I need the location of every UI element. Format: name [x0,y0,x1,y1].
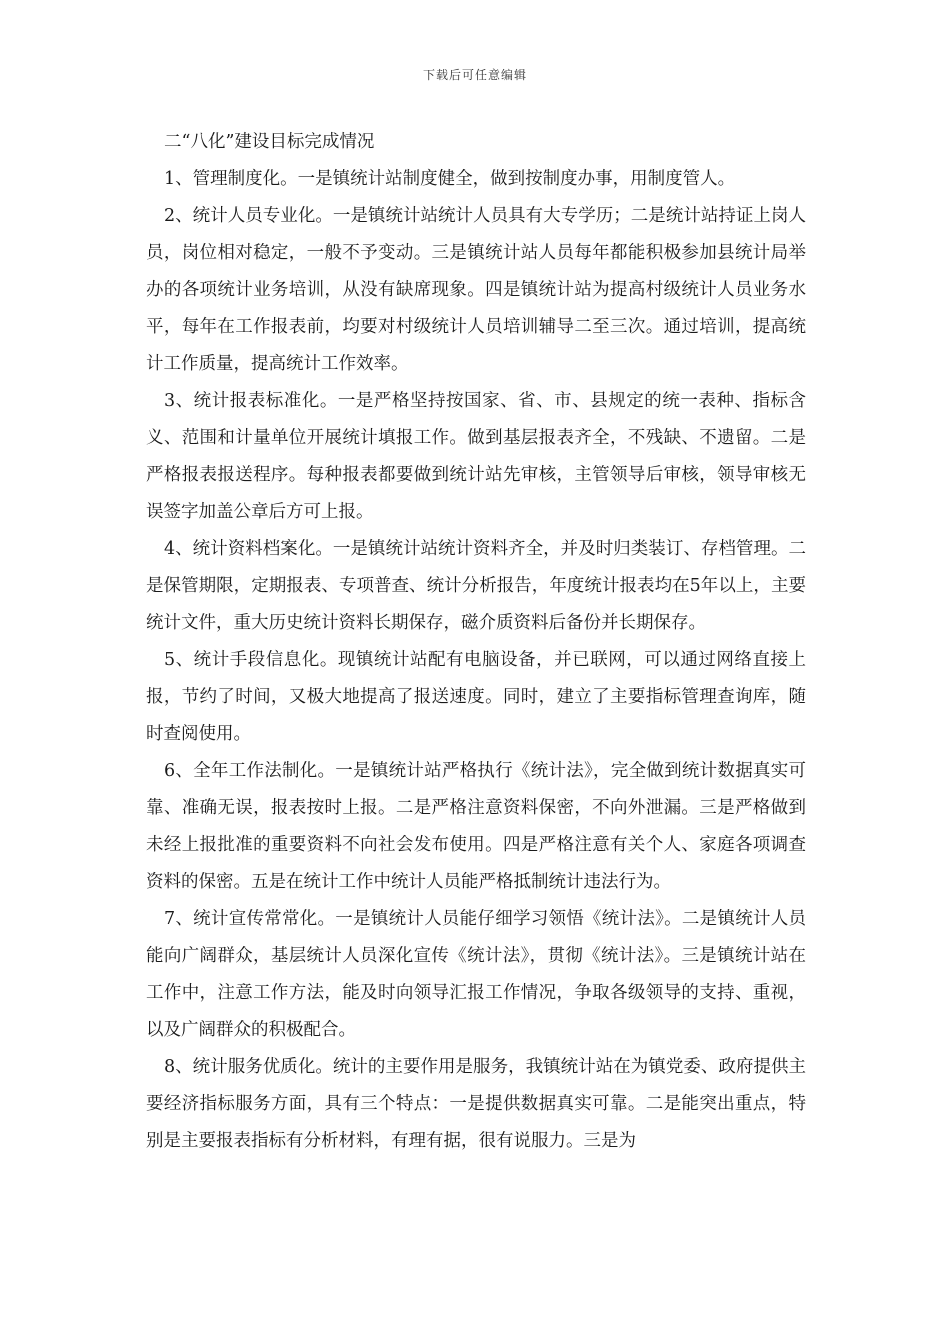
paragraph-3: 3、统计报表标准化。一是严格坚持按国家、省、市、县规定的统一表种、指标含义、范围和计量单位开展统计填报工作。做到基层报表齐全，不残缺、不遗留。二是严格报表报送程序。每种报表都要做到统计站先审核，主管领导后审核，领导审核无误签字加盖公章后方可上报。 [146,391,806,522]
paragraph-4: 4、统计资料档案化。一是镇统计站统计资料齐全，并及时归类装订、存档管理。二是保管期限，定期报表、专项普查、统计分析报告，年度统计报表均在5年以上，主要统计文件，重大历史统计资料长期保存，磁介质资料后备份并长期保存。 [146,539,806,633]
paragraph-6: 6、全年工作法制化。一是镇统计站严格执行《统计法》，完全做到统计数据真实可靠、准确无误，报表按时上报。二是严格注意资料保密，不向外泄漏。三是严格做到未经上报批准的重要资料不向社会发布使用。四是严格注意有关个人、家庭各项调查资料的保密。五是在统计工作中统计人员能严格抵制统计违法行为。 [146,761,806,892]
paragraph-8: 8、统计服务优质化。统计的主要作用是服务，我镇统计站在为镇党委、政府提供主要经济指标服务方面，具有三个特点：一是提供数据真实可靠。二是能突出重点，特别是主要报表指标有分析材料，有理有据，很有说服力。三是为 [146,1057,806,1151]
paragraph-2: 2、统计人员专业化。一是镇统计站统计人员具有大专学历；二是统计站持证上岗人员，岗位相对稳定，一般不予变动。三是镇统计站人员每年都能积极参加县统计局举办的各项统计业务培训，从没有缺席现象。四是镇统计站为提高村级统计人员业务水平，每年在工作报表前，均要对村级统计人员培训辅导二至三次。通过培训，提高统计工作质量，提高统计工作效率。 [146,206,806,374]
paragraph-1: 1、管理制度化。一是镇统计站制度健全，做到按制度办事，用制度管人。 [164,169,736,189]
paragraph-7: 7、统计宣传常常化。一是镇统计人员能仔细学习领悟《统计法》。二是镇统计人员能向广阔群众，基层统计人员深化宣传《统计法》，贯彻《统计法》。三是镇统计站在工作中，注意工作方法，能及时向领导汇报工作情况，争取各级领导的支持、重视，以及广阔群众的积极配合。 [146,909,806,1040]
page-header-note: 下载后可任意编辑 [422,68,527,82]
paragraph-5: 5、统计手段信息化。现镇统计站配有电脑设备，并已联网，可以通过网络直接上报，节约了时间，又极大地提高了报送速度。同时，建立了主要指标管理查询库，随时查阅使用。 [146,650,806,744]
document-body [146,124,806,1160]
section-heading: 二“八化”建设目标完成情况 [164,132,375,152]
